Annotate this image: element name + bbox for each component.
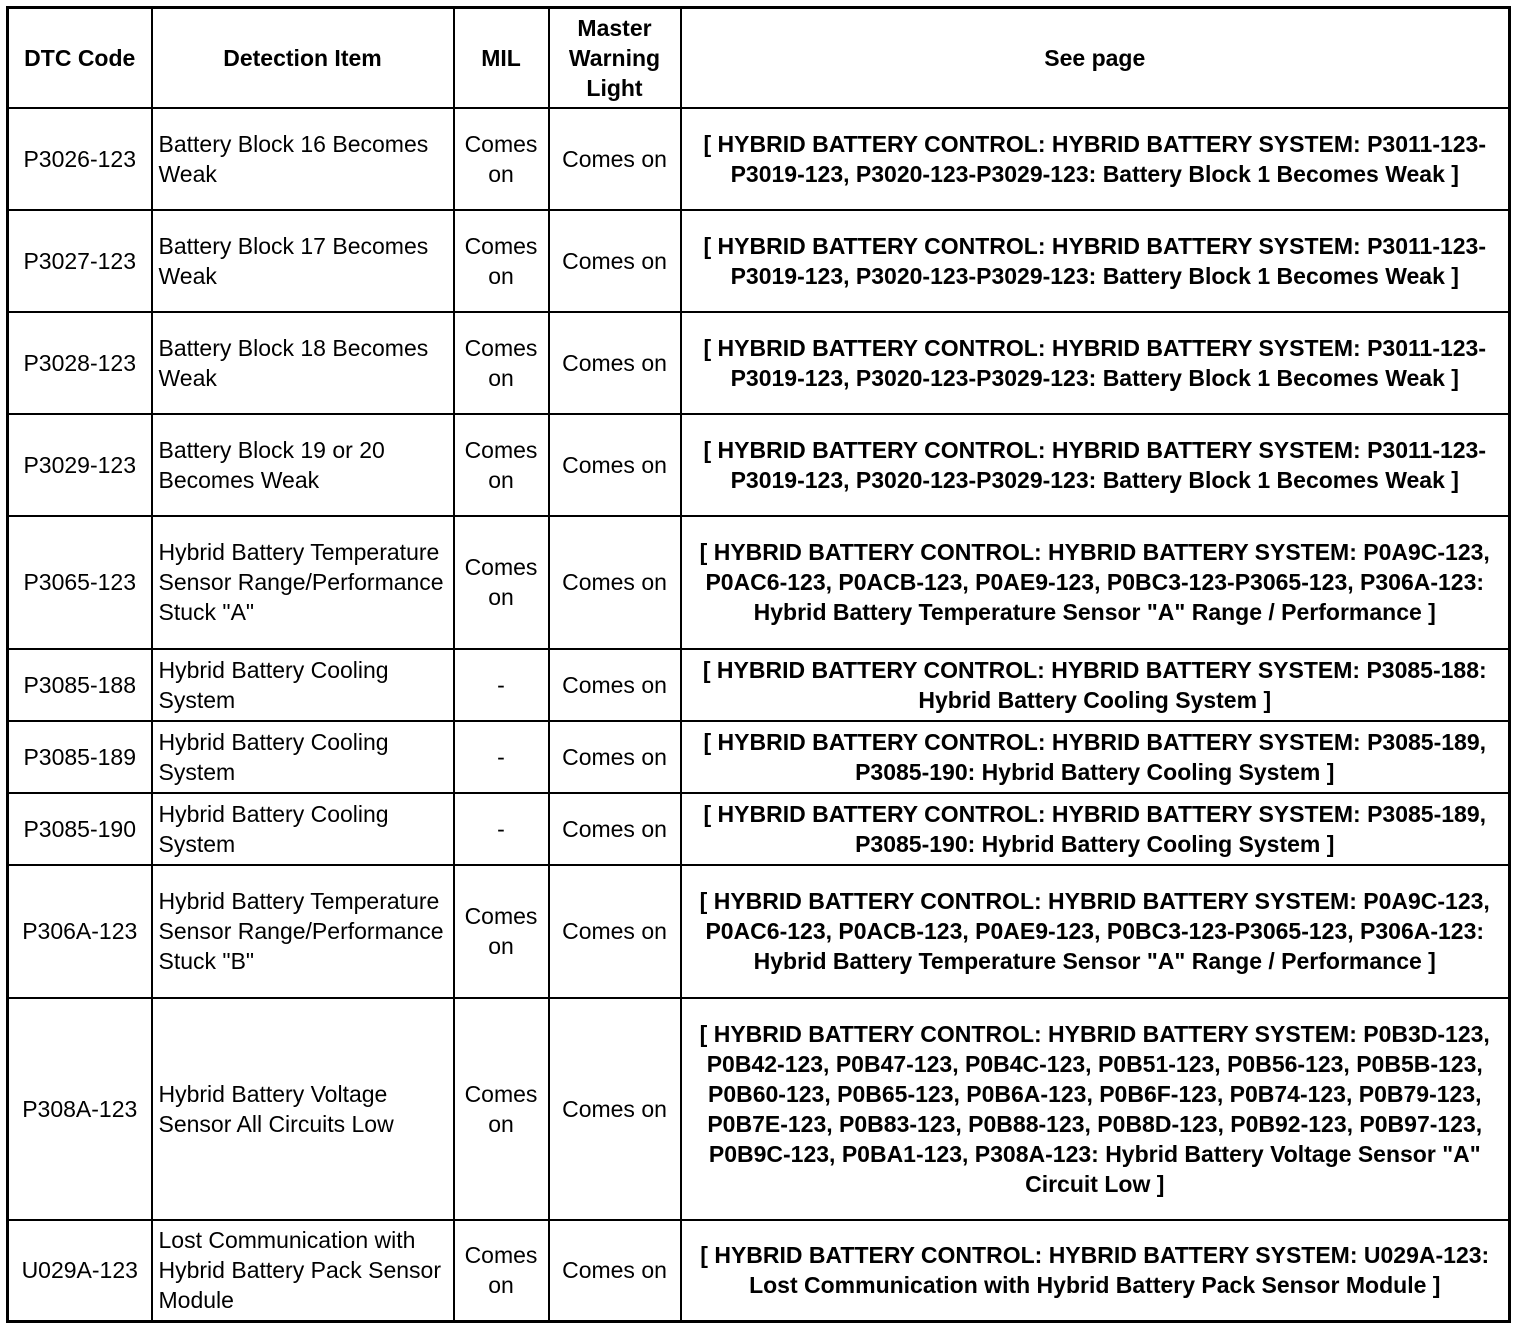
master-warning-cell: Comes on: [549, 998, 681, 1220]
see-page-cell: [ HYBRID BATTERY CONTROL: HYBRID BATTERY SYSTEM: P3085-189, P3085-190: Hybrid Battery Cooling System ]: [681, 793, 1510, 865]
mil-cell: -: [454, 649, 549, 721]
header-dtc-code: DTC Code: [8, 8, 152, 108]
dtc-code-cell: P3027-123: [8, 210, 152, 312]
detection-item-cell: Hybrid Battery Voltage Sensor All Circuits Low: [152, 998, 454, 1220]
master-warning-cell: Comes on: [549, 516, 681, 649]
mil-cell: Comes on: [454, 312, 549, 414]
mil-cell: Comes on: [454, 516, 549, 649]
master-warning-cell: Comes on: [549, 865, 681, 998]
table-row: [8, 865, 1510, 998]
see-page-cell: [ HYBRID BATTERY CONTROL: HYBRID BATTERY SYSTEM: P3011-123-P3019-123, P3020-123-P3029-123: Battery Block 1 Becomes Weak ]: [681, 414, 1510, 516]
table-row: [8, 312, 1510, 414]
master-warning-cell: Comes on: [549, 793, 681, 865]
mil-cell: Comes on: [454, 1220, 549, 1322]
header-detection-item: Detection Item: [152, 8, 454, 108]
detection-item-cell: Hybrid Battery Cooling System: [152, 649, 454, 721]
see-page-cell: [ HYBRID BATTERY CONTROL: HYBRID BATTERY SYSTEM: P3085-189, P3085-190: Hybrid Battery Cooling System ]: [681, 721, 1510, 793]
master-warning-cell: Comes on: [549, 210, 681, 312]
detection-item-cell: Hybrid Battery Cooling System: [152, 793, 454, 865]
dtc-code-cell: P3028-123: [8, 312, 152, 414]
detection-item-cell: Battery Block 17 Becomes Weak: [152, 210, 454, 312]
detection-item-cell: Hybrid Battery Temperature Sensor Range/Performance Stuck "B": [152, 865, 454, 998]
mil-cell: Comes on: [454, 414, 549, 516]
table-row: [8, 649, 1510, 721]
mil-cell: Comes on: [454, 865, 549, 998]
table-row: [8, 998, 1510, 1220]
header-master-warning-light: Master Warning Light: [549, 8, 681, 108]
see-page-cell: [ HYBRID BATTERY CONTROL: HYBRID BATTERY SYSTEM: P3011-123-P3019-123, P3020-123-P3029-123: Battery Block 1 Becomes Weak ]: [681, 210, 1510, 312]
table-row: [8, 793, 1510, 865]
master-warning-cell: Comes on: [549, 414, 681, 516]
see-page-cell: [ HYBRID BATTERY CONTROL: HYBRID BATTERY SYSTEM: P3011-123-P3019-123, P3020-123-P3029-123: Battery Block 1 Becomes Weak ]: [681, 108, 1510, 210]
table-row: [8, 210, 1510, 312]
header-row: [8, 8, 1510, 108]
see-page-cell: [ HYBRID BATTERY CONTROL: HYBRID BATTERY SYSTEM: P3011-123-P3019-123, P3020-123-P3029-123: Battery Block 1 Becomes Weak ]: [681, 312, 1510, 414]
dtc-code-cell: P3085-190: [8, 793, 152, 865]
dtc-code-cell: P306A-123: [8, 865, 152, 998]
master-warning-cell: Comes on: [549, 649, 681, 721]
dtc-code-cell: P3085-188: [8, 649, 152, 721]
see-page-cell: [ HYBRID BATTERY CONTROL: HYBRID BATTERY SYSTEM: P3085-188: Hybrid Battery Cooling System ]: [681, 649, 1510, 721]
table-row: [8, 414, 1510, 516]
mil-cell: -: [454, 721, 549, 793]
table-row: [8, 721, 1510, 793]
detection-item-cell: Battery Block 18 Becomes Weak: [152, 312, 454, 414]
see-page-cell: [ HYBRID BATTERY CONTROL: HYBRID BATTERY SYSTEM: P0B3D-123, P0B42-123, P0B47-123, P0B4C-123, P0B51-123, P0B56-123, P0B5B-123, P0B60-123, P0B65-123, P0B6A-123, P0B6F-123, P0B74-123, P0B79-123, P0B7E-123, P0B83-123, P0B88-123, P0B8D-123, P0B92-123, P0B97-123, P0B9C-123, P0BA1-123, P308A-123: Hybrid Battery Voltage Sensor "A" Circuit Low ]: [681, 998, 1510, 1220]
detection-item-cell: Hybrid Battery Temperature Sensor Range/Performance Stuck "A": [152, 516, 454, 649]
dtc-code-cell: P308A-123: [8, 998, 152, 1220]
header-see-page: See page: [681, 8, 1510, 108]
mil-cell: Comes on: [454, 210, 549, 312]
mil-cell: -: [454, 793, 549, 865]
master-warning-cell: Comes on: [549, 721, 681, 793]
mil-cell: Comes on: [454, 998, 549, 1220]
dtc-code-cell: P3085-189: [8, 721, 152, 793]
header-mil: MIL: [454, 8, 549, 108]
detection-item-cell: Battery Block 16 Becomes Weak: [152, 108, 454, 210]
dtc-code-cell: U029A-123: [8, 1220, 152, 1322]
dtc-table: [6, 6, 1511, 1323]
dtc-code-cell: P3065-123: [8, 516, 152, 649]
see-page-cell: [ HYBRID BATTERY CONTROL: HYBRID BATTERY SYSTEM: P0A9C-123, P0AC6-123, P0ACB-123, P0AE9-123, P0BC3-123-P3065-123, P306A-123: Hybrid Battery Temperature Sensor "A" Range / Performance ]: [681, 516, 1510, 649]
detection-item-cell: Lost Communication with Hybrid Battery Pack Sensor Module: [152, 1220, 454, 1322]
table-row: [8, 516, 1510, 649]
table-row: [8, 108, 1510, 210]
master-warning-cell: Comes on: [549, 312, 681, 414]
see-page-cell: [ HYBRID BATTERY CONTROL: HYBRID BATTERY SYSTEM: P0A9C-123, P0AC6-123, P0ACB-123, P0AE9-123, P0BC3-123-P3065-123, P306A-123: Hybrid Battery Temperature Sensor "A" Range / Performance ]: [681, 865, 1510, 998]
table-row: [8, 1220, 1510, 1322]
master-warning-cell: Comes on: [549, 108, 681, 210]
detection-item-cell: Hybrid Battery Cooling System: [152, 721, 454, 793]
detection-item-cell: Battery Block 19 or 20 Becomes Weak: [152, 414, 454, 516]
mil-cell: Comes on: [454, 108, 549, 210]
see-page-cell: [ HYBRID BATTERY CONTROL: HYBRID BATTERY SYSTEM: U029A-123: Lost Communication with Hybrid Battery Pack Sensor Module ]: [681, 1220, 1510, 1322]
master-warning-cell: Comes on: [549, 1220, 681, 1322]
dtc-code-cell: P3026-123: [8, 108, 152, 210]
dtc-code-cell: P3029-123: [8, 414, 152, 516]
